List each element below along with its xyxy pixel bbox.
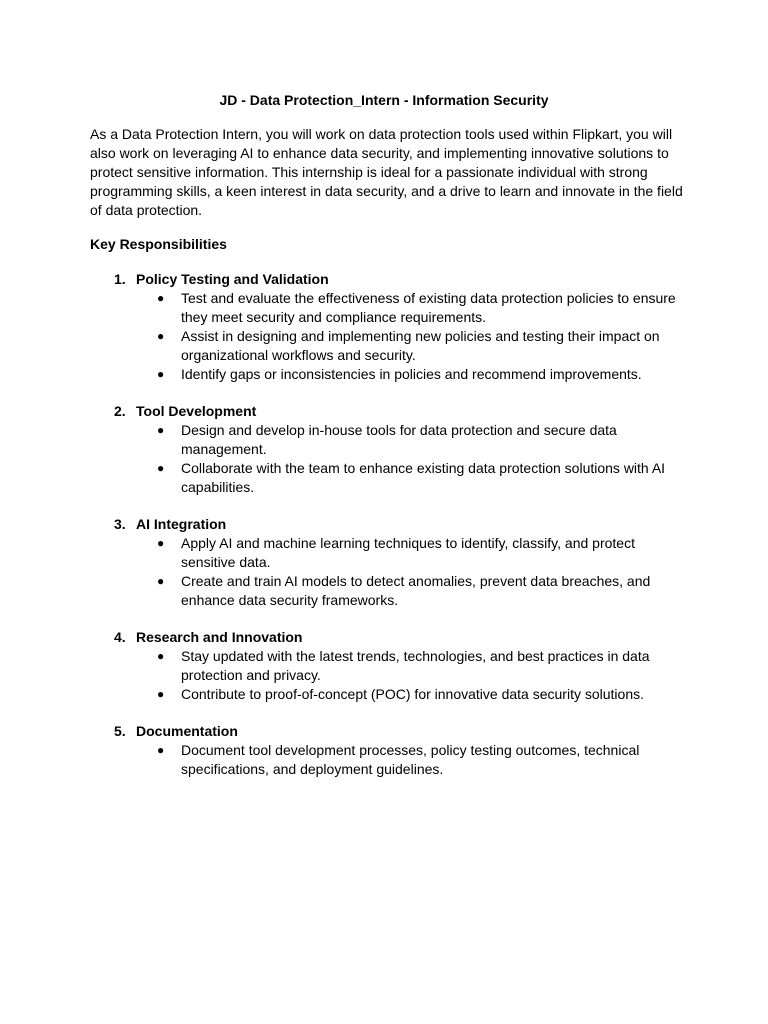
section-title: Tool Development bbox=[136, 403, 257, 419]
bullet-text: Document tool development processes, policy testing outcomes, technical specifications, and deployment guidelines. bbox=[181, 742, 640, 777]
intro-paragraph: As a Data Protection Intern, you will work on data protection tools used within Flipkart, you will also work on leveraging AI to enhance data security, and implementing innovative solutions to protect sensitive information. This internship is ideal for a passionate individual with strong programming skills, a keen interest in data security, and a drive to learn and innovate in the field of data protection. bbox=[90, 126, 683, 218]
bullet-list bbox=[90, 534, 690, 610]
section-number: 1. bbox=[114, 271, 126, 287]
bullet-icon: ● bbox=[157, 536, 165, 550]
section-number: 2. bbox=[114, 403, 126, 419]
section-number: 4. bbox=[114, 629, 126, 645]
bullet-icon: ● bbox=[157, 291, 165, 305]
bullet-text: Apply AI and machine learning techniques to identify, classify, and protect sensitive data. bbox=[181, 535, 635, 570]
responsibility-sections bbox=[90, 270, 690, 779]
bullet-list bbox=[90, 289, 690, 384]
section-title: Documentation bbox=[136, 723, 238, 739]
section-title: Research and Innovation bbox=[136, 629, 303, 645]
document-page bbox=[90, 91, 690, 797]
list-item bbox=[90, 289, 681, 327]
section-number: 3. bbox=[114, 516, 126, 532]
bullet-icon: ● bbox=[157, 329, 165, 343]
key-responsibilities-heading: Key Responsibilities bbox=[90, 236, 227, 252]
list-item bbox=[90, 327, 681, 365]
bullet-list bbox=[90, 741, 690, 779]
bullet-list bbox=[90, 647, 690, 704]
bullet-icon: ● bbox=[157, 743, 165, 757]
bullet-icon: ● bbox=[157, 461, 165, 475]
bullet-text: Collaborate with the team to enhance existing data protection solutions with AI capabilities. bbox=[181, 460, 666, 495]
list-item bbox=[90, 459, 681, 497]
section-policy-testing bbox=[90, 270, 690, 384]
section-research-innovation bbox=[90, 628, 690, 704]
bullet-text: Create and train AI models to detect anomalies, prevent data breaches, and enhance data security frameworks. bbox=[181, 573, 651, 608]
bullet-text: Design and develop in-house tools for data protection and secure data management. bbox=[181, 422, 617, 457]
section-documentation bbox=[90, 722, 690, 779]
bullet-text: Identify gaps or inconsistencies in policies and recommend improvements. bbox=[181, 366, 642, 382]
bullet-icon: ● bbox=[157, 649, 165, 663]
bullet-icon: ● bbox=[157, 687, 165, 701]
bullet-icon: ● bbox=[157, 367, 165, 381]
list-item bbox=[90, 741, 681, 779]
list-item bbox=[90, 647, 681, 685]
list-item bbox=[90, 572, 681, 610]
list-item bbox=[90, 685, 681, 704]
section-title: AI Integration bbox=[136, 516, 227, 532]
section-title: Policy Testing and Validation bbox=[136, 271, 329, 287]
section-number: 5. bbox=[114, 723, 126, 739]
bullet-icon: ● bbox=[157, 423, 165, 437]
document-title: JD - Data Protection_Intern - Information Security bbox=[219, 92, 549, 108]
bullet-icon: ● bbox=[157, 574, 165, 588]
bullet-text: Assist in designing and implementing new policies and testing their impact on organizational workflows and security. bbox=[181, 328, 660, 363]
section-tool-development bbox=[90, 402, 690, 497]
bullet-text: Stay updated with the latest trends, technologies, and best practices in data protection and privacy. bbox=[181, 648, 650, 683]
list-item bbox=[90, 365, 681, 384]
list-item bbox=[90, 534, 681, 572]
bullet-list bbox=[90, 421, 690, 497]
bullet-text: Test and evaluate the effectiveness of existing data protection policies to ensure they meet security and compliance requirements. bbox=[181, 290, 676, 325]
list-item bbox=[90, 421, 681, 459]
section-ai-integration bbox=[90, 515, 690, 610]
bullet-text: Contribute to proof-of-concept (POC) for innovative data security solutions. bbox=[181, 686, 644, 702]
